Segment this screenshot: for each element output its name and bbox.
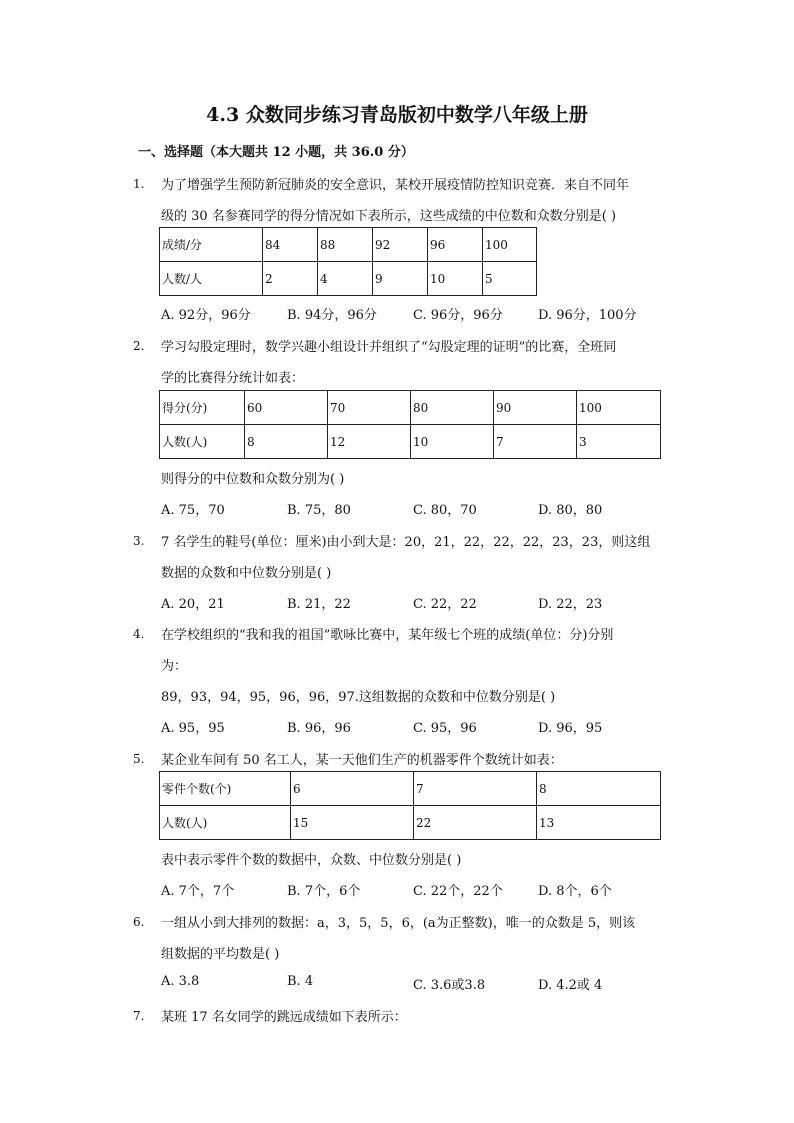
table-cell: 15 <box>291 806 414 840</box>
table-row <box>160 806 661 840</box>
table-cell: 7 <box>494 425 577 459</box>
question-2-text-line2: 学的比赛得分统计如表： <box>161 371 305 386</box>
question-7-text-line1: 某班 17 名女同学的跳远成绩如下表所示： <box>161 1010 407 1025</box>
table-cell: 10 <box>428 262 483 296</box>
option-d[interactable]: D. 96，95 <box>538 721 603 736</box>
question-number: 1. <box>133 177 145 191</box>
question-number: 3. <box>133 534 145 548</box>
table-cell: 60 <box>245 391 328 425</box>
option-b[interactable]: B. 21，22 <box>287 597 351 612</box>
option-a[interactable]: A. 92分，96分 <box>161 308 251 323</box>
question-number: 5. <box>133 752 145 766</box>
table-row <box>160 228 537 262</box>
table-cell: 12 <box>328 425 411 459</box>
table-row <box>160 391 661 425</box>
question-number: 7. <box>133 1009 145 1023</box>
option-d[interactable]: D. 4.2或 4 <box>538 978 603 993</box>
table-cell: 3 <box>577 425 661 459</box>
page-title: 4.3 众数同步练习青岛版初中数学八年级上册 <box>206 104 588 126</box>
option-d[interactable]: D. 96分，100分 <box>538 308 637 323</box>
option-b[interactable]: B. 94分，96分 <box>287 308 377 323</box>
question-5-text-line2: 表中表示零件个数的数据中，众数、中位数分别是( ) <box>161 853 462 868</box>
table-row <box>160 772 661 806</box>
table-cell: 100 <box>483 228 537 262</box>
table-cell: 人数(人) <box>160 806 291 840</box>
table-cell: 90 <box>494 391 577 425</box>
question-1-text-line2: 级的 30 名参赛同学的得分情况如下表所示，这些成绩的中位数和众数分别是( ) <box>161 209 617 224</box>
question-3-text-line2: 数据的众数和中位数分别是( ) <box>161 566 332 581</box>
option-c[interactable]: C. 96分，96分 <box>413 308 503 323</box>
option-c[interactable]: C. 95，96 <box>413 721 477 736</box>
table-cell: 80 <box>411 391 494 425</box>
option-b[interactable]: B. 75，80 <box>287 503 351 518</box>
option-d[interactable]: D. 80，80 <box>538 503 603 518</box>
question-2-text-line3: 则得分的中位数和众数分别为( ) <box>161 472 345 487</box>
question-4-text-line3: 89，93，94，95，96，96，97.这组数据的众数和中位数分别是( ) <box>161 690 556 705</box>
question-number: 4. <box>133 627 145 641</box>
question-4-text-line1: 在学校组织的“我和我的祖国”歌咏比赛中，某年级七个班的成绩(单位：分)分别 <box>161 628 614 643</box>
question-number: 6. <box>133 915 145 929</box>
table-cell: 84 <box>263 228 318 262</box>
table-cell: 8 <box>245 425 328 459</box>
table-cell: 得分(分) <box>160 391 245 425</box>
table-cell: 13 <box>537 806 661 840</box>
table-cell: 92 <box>373 228 428 262</box>
option-a[interactable]: A. 7个，7个 <box>161 884 235 899</box>
option-a[interactable]: A. 95，95 <box>161 721 225 736</box>
option-b[interactable]: B. 7个，6个 <box>287 884 361 899</box>
table-row <box>160 262 537 296</box>
table-cell: 4 <box>318 262 373 296</box>
table-cell: 7 <box>414 772 537 806</box>
table-cell: 96 <box>428 228 483 262</box>
option-b[interactable]: B. 96，96 <box>287 721 351 736</box>
option-c[interactable]: C. 80，70 <box>413 503 477 518</box>
option-c[interactable]: C. 3.6或3.8 <box>413 978 486 993</box>
question-6-text-line2: 组数据的平均数是( ) <box>161 947 280 962</box>
table-cell: 9 <box>373 262 428 296</box>
question-5-text-line1: 某企业车间有 50 名工人，某一天他们生产的机器零件个数统计如表： <box>161 753 563 768</box>
question-1-table <box>159 227 537 296</box>
option-d[interactable]: D. 8个，6个 <box>538 884 612 899</box>
table-cell: 8 <box>537 772 661 806</box>
question-2-text-line1: 学习勾股定理时，数学兴趣小组设计并组织了“勾股定理的证明”的比赛，全班同 <box>161 340 617 355</box>
table-cell: 10 <box>411 425 494 459</box>
option-d[interactable]: D. 22，23 <box>538 597 603 612</box>
table-cell: 2 <box>263 262 318 296</box>
table-cell: 22 <box>414 806 537 840</box>
question-2-table <box>159 390 661 459</box>
table-row <box>160 425 661 459</box>
table-cell: 5 <box>483 262 537 296</box>
question-4-text-line2: 为： <box>161 659 188 674</box>
option-a[interactable]: A. 75，70 <box>161 503 225 518</box>
question-3-text-line1: 7 名学生的鞋号(单位：厘米)由小到大是：20，21，22，22，22，23，23，则这组 <box>161 535 651 550</box>
table-cell: 100 <box>577 391 661 425</box>
table-cell: 零件个数(个) <box>160 772 291 806</box>
table-cell: 人数/人 <box>160 262 263 296</box>
table-cell: 6 <box>291 772 414 806</box>
option-b[interactable]: B. 4 <box>287 974 314 989</box>
question-6-text-line1: 一组从小到大排列的数据：a，3，5，5，6，(a为正整数)，唯一的众数是 5，则该 <box>161 916 636 931</box>
question-number: 2. <box>133 339 145 353</box>
section-heading: 一、选择题（本大题共 12 小题，共 36.0 分） <box>138 145 414 160</box>
table-cell: 人数(人) <box>160 425 245 459</box>
option-c[interactable]: C. 22个，22个 <box>413 884 503 899</box>
option-a[interactable]: A. 3.8 <box>161 974 200 989</box>
question-5-table <box>159 771 661 840</box>
table-cell: 88 <box>318 228 373 262</box>
table-cell: 70 <box>328 391 411 425</box>
option-a[interactable]: A. 20，21 <box>161 597 225 612</box>
option-c[interactable]: C. 22，22 <box>413 597 477 612</box>
table-cell: 成绩/分 <box>160 228 263 262</box>
question-1-text-line1: 为了增强学生预防新冠肺炎的安全意识，某校开展疫情防控知识竞赛．来自不同年 <box>161 178 630 193</box>
